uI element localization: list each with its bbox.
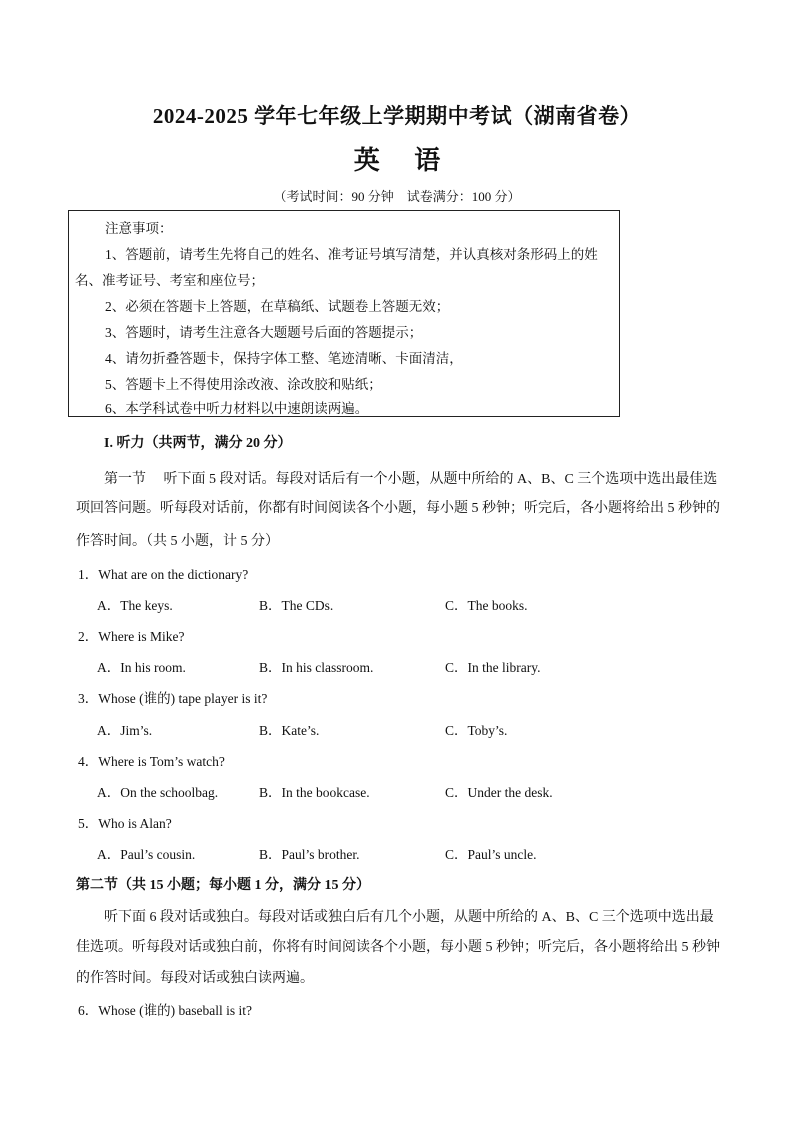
notice-line: 4、请勿折叠答题卡，保持字体工整、笔迹清晰、卡面清洁， xyxy=(105,351,463,366)
section2-instruction: 的作答时间。每段对话或独白读两遍。 xyxy=(76,971,314,986)
section1-instruction: 作答时间。（共 5 小题，计 5 分） xyxy=(76,534,279,549)
section1-instruction: 第一节 听下面 5 段对话。每段对话后有一个小题，从题中所给的 A、B、C 三个选项中选出最佳选 xyxy=(104,472,718,487)
option-c: C．Toby’s. xyxy=(445,723,508,738)
section1-instruction: 项回答问题。听每段对话前，你都有时间阅读各个小题，每小题 5 秒钟；听完后，各小题将给出 5 秒钟的 xyxy=(76,501,720,516)
section2-instruction: 听下面 6 段对话或独白。每段对话或独白后有几个小题，从题中所给的 A、B、C 三个选项中选出最 xyxy=(104,910,714,925)
question-stem: 3．Whose (谁的) tape player is it? xyxy=(78,691,268,706)
question-stem: 1．What are on the dictionary? xyxy=(78,567,249,582)
option-c: C．In the library. xyxy=(445,660,541,675)
option-b: B．Kate’s. xyxy=(259,723,320,738)
option-a: A．In his room. xyxy=(97,660,186,675)
option-b: B．In his classroom. xyxy=(259,660,374,675)
option-c: C．Under the desk. xyxy=(445,785,553,800)
option-a: A．The keys. xyxy=(97,598,173,613)
option-a: A．Jim’s. xyxy=(97,723,153,738)
question-stem: 4．Where is Tom’s watch? xyxy=(78,754,225,769)
question-stem: 5．Who is Alan? xyxy=(78,816,172,831)
option-b: B．Paul’s brother. xyxy=(259,847,360,862)
section2-instruction: 佳选项。听每段对话或独白前，你将有时间阅读各个小题，每小题 5 秒钟；听完后，各小题将给出 5 秒钟 xyxy=(76,940,720,955)
option-a: A．Paul’s cousin. xyxy=(97,847,196,862)
exam-title: 2024-2025 学年七年级上学期期中考试（湖南省卷） xyxy=(152,104,642,128)
notice-line: 2、必须在答题卡上答题，在草稿纸、试题卷上答题无效； xyxy=(105,299,450,314)
notice-line: 3、答题时，请考生注意各大题题号后面的答题提示； xyxy=(105,325,423,340)
notice-line: 名、准考证号、考室和座位号； xyxy=(75,273,264,288)
section2-heading: 第二节（共 15 小题；每小题 1 分，满分 15 分） xyxy=(76,878,370,893)
option-b: B．The CDs. xyxy=(259,598,334,613)
notice-line: 5、答题卡上不得使用涂改液、涂改胶和贴纸； xyxy=(105,377,382,392)
option-b: B．In the bookcase. xyxy=(259,785,370,800)
option-c: C．Paul’s uncle. xyxy=(445,847,537,862)
notice-line: 6、本学科试卷中听力材料以中速朗读两遍。 xyxy=(105,401,369,416)
subject-title: 英 语 xyxy=(353,146,455,175)
question-stem: 6．Whose (谁的) baseball is it? xyxy=(78,1003,252,1018)
notice-line: 1、答题前，请考生先将自己的姓名、准考证号填写清楚，并认真核对条形码上的姓 xyxy=(105,247,598,262)
notice-box xyxy=(68,210,620,417)
option-c: C．The books. xyxy=(445,598,528,613)
question-stem: 2．Where is Mike? xyxy=(78,629,185,644)
exam-info: （考试时间：90 分钟 试卷满分：100 分） xyxy=(273,189,521,204)
notice-heading: 注意事项： xyxy=(105,221,173,236)
option-a: A．On the schoolbag. xyxy=(97,785,219,800)
part-heading: I. 听力（共两节，满分 20 分） xyxy=(104,436,292,451)
